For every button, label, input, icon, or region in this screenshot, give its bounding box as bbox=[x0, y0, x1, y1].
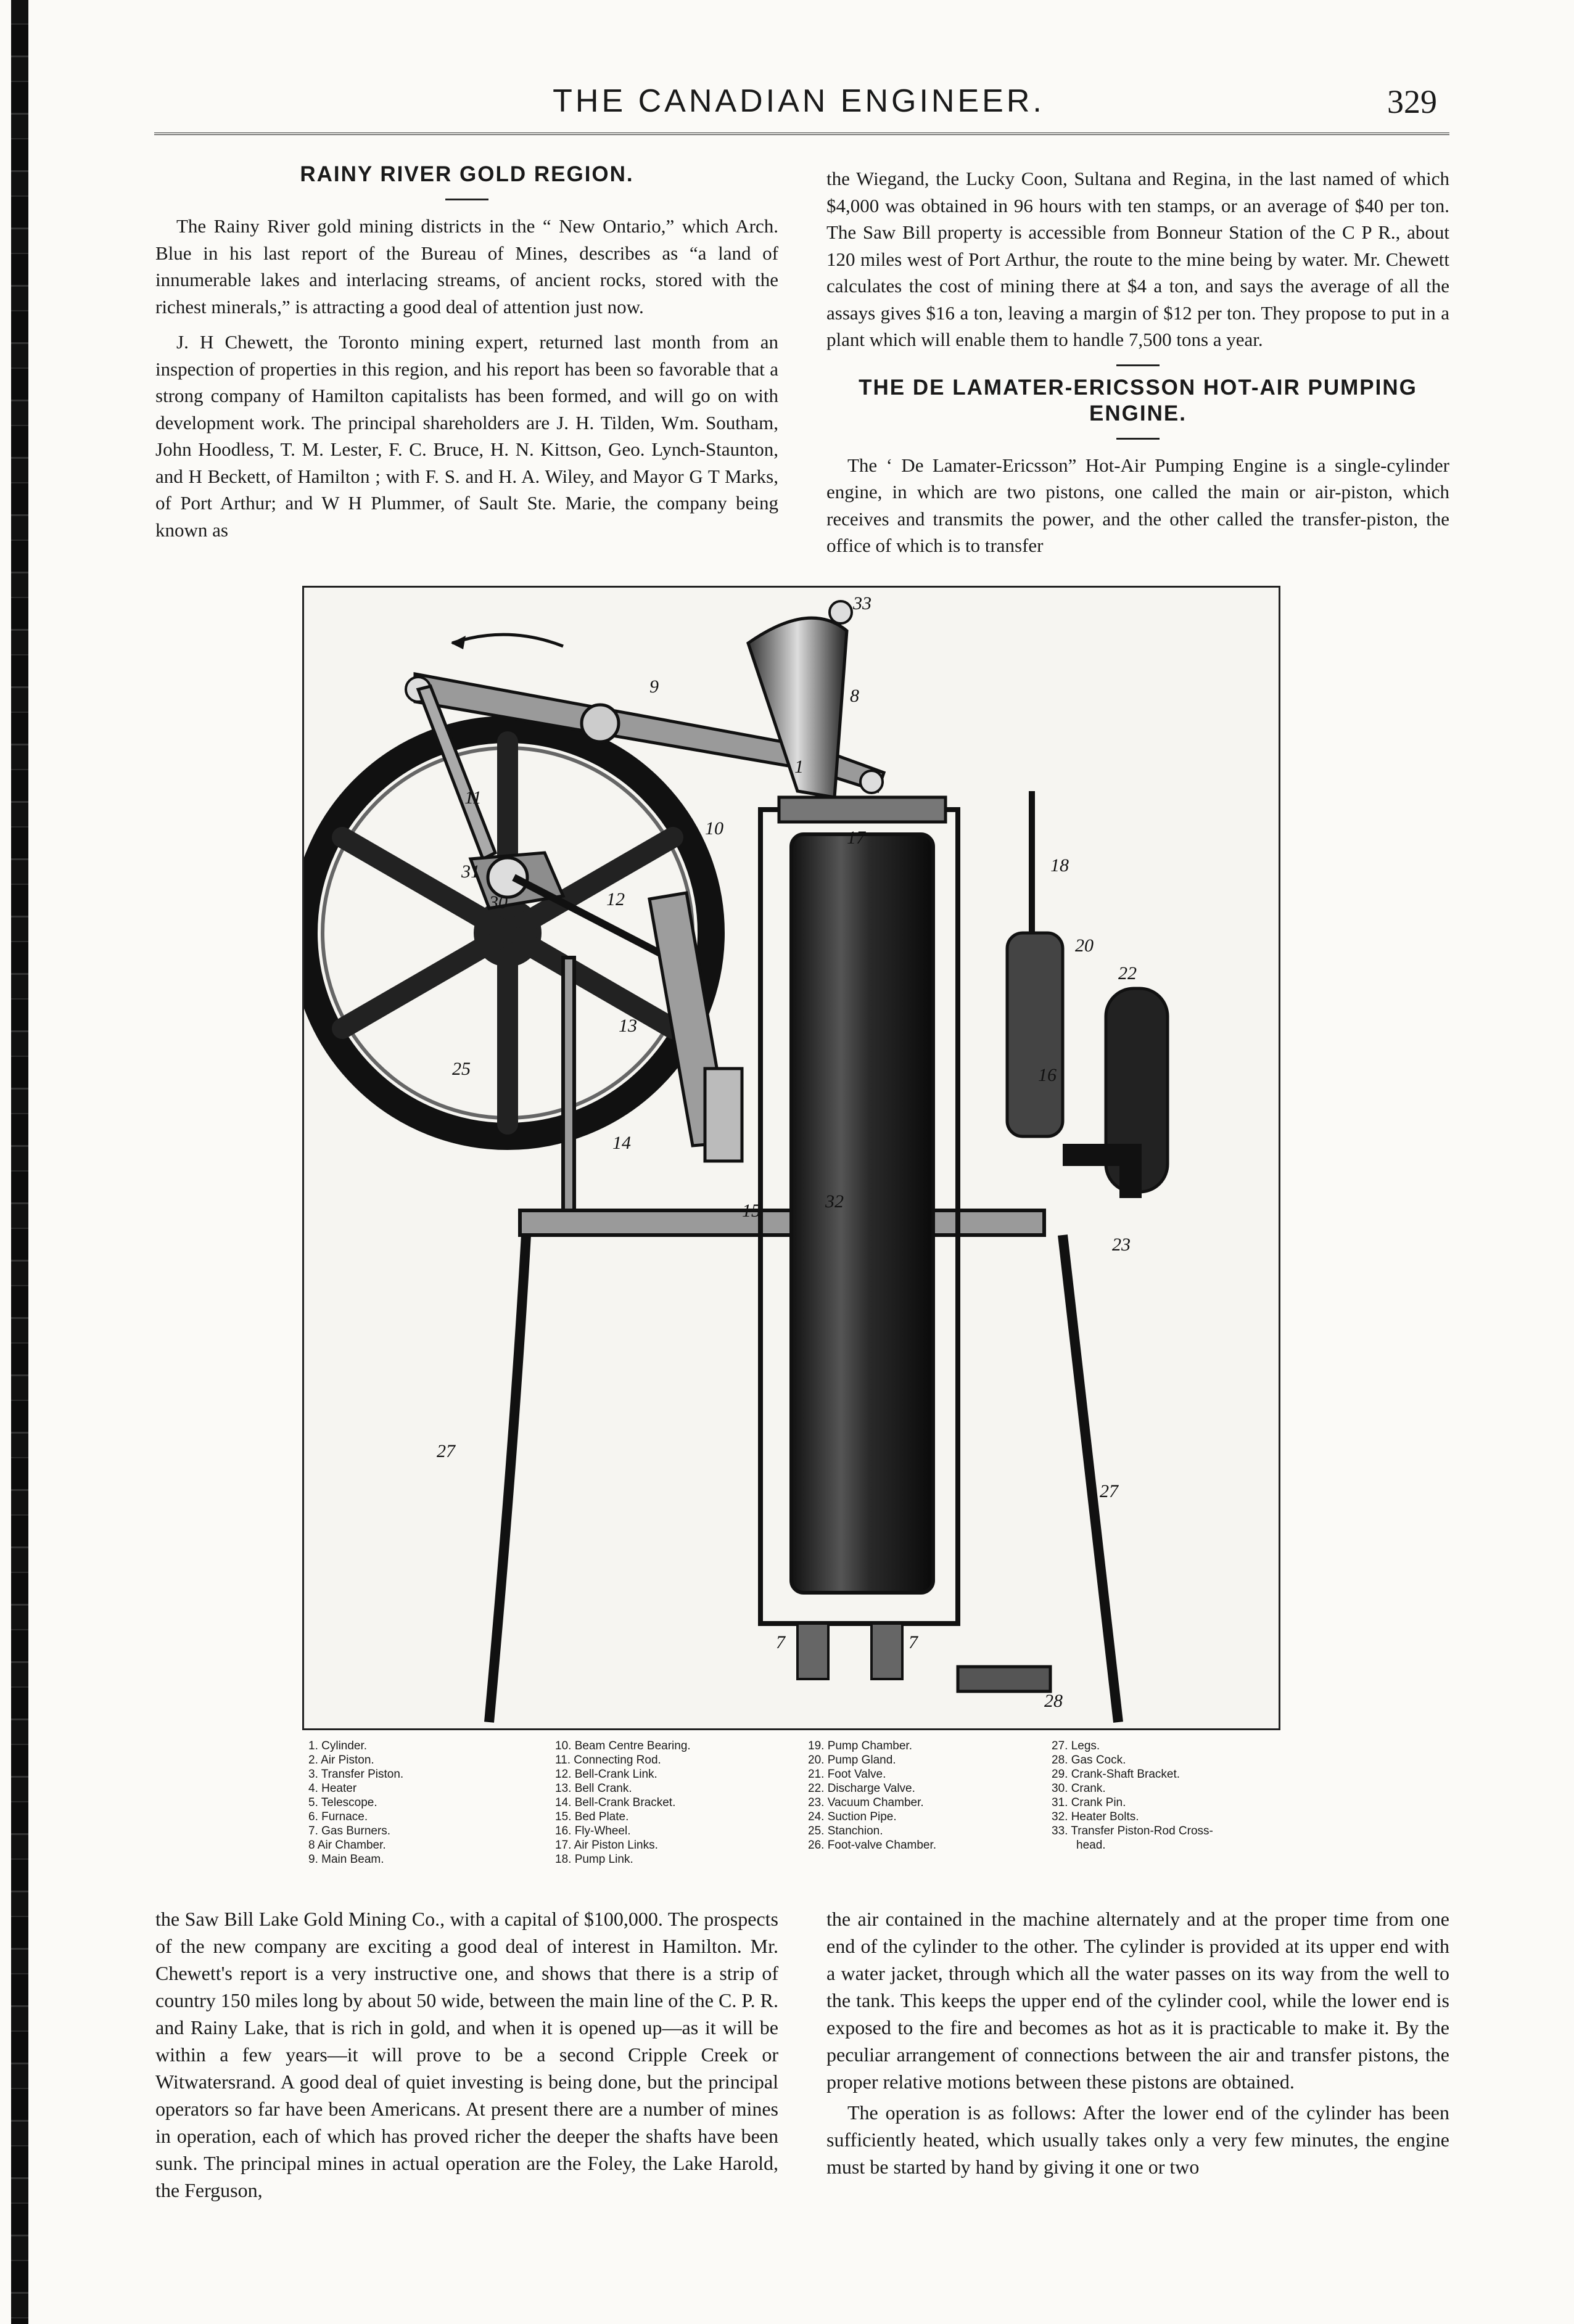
article-heading-hot-air-engine: THE DE LAMATER-ERICSSON HOT-AIR PUMPING ENGINE. bbox=[859, 375, 1417, 425]
legend-item: 22. Discharge Valve. bbox=[808, 1782, 915, 1795]
legend-item: 9. Main Beam. bbox=[308, 1853, 384, 1866]
figure-label: 16 bbox=[1038, 1065, 1057, 1085]
figure-label: 13 bbox=[619, 1016, 637, 1036]
figure-label: 32 bbox=[825, 1191, 844, 1212]
paragraph: the Wiegand, the Lucky Coon, Sultana and Regina, in the last named of which $4,000 was obtained in 96 hours with ten stamps, or an average of $40 per ton. The Saw Bill property is accessible from Bonneur Station of the C P R., about 120 miles west of Port Arthur, the route to the mine being by water. Mr. Chewett calculates the cost of mining there at $4 a ton, and says the average of all the assays gives $16 a ton, leaving a margin of $12 per ton. They propose to put in a plant which will enable them to handle 7,500 tons a year. bbox=[826, 168, 1449, 350]
figure-label: 7 bbox=[909, 1632, 918, 1653]
engine-diagram bbox=[304, 588, 1279, 1728]
figure-label: 31 bbox=[461, 861, 480, 882]
journal-title: THE CANADIAN ENGINEER. bbox=[553, 83, 1045, 119]
header-rule bbox=[154, 133, 1449, 135]
legend-item: 1. Cylinder. bbox=[308, 1739, 368, 1752]
heading-rule bbox=[445, 199, 488, 200]
figure-label: 25 bbox=[452, 1059, 471, 1079]
legend-column-1 bbox=[308, 1739, 403, 1866]
paragraph: The operation is as follows: After the lower end of the cylinder has been sufficiently heated, which usually takes only a very few minutes, the engine must be started by hand by giving it one or two bbox=[826, 2101, 1449, 2178]
legend-item: 10. Beam Centre Bearing. bbox=[555, 1739, 691, 1752]
legend-item: 6. Furnace. bbox=[308, 1810, 368, 1823]
left-column-bottom bbox=[155, 1905, 778, 2204]
legend-item: 21. Foot Valve. bbox=[808, 1768, 886, 1781]
left-column-top bbox=[155, 162, 778, 543]
legend-item: 17. Air Piston Links. bbox=[555, 1839, 658, 1852]
figure-label: 20 bbox=[1075, 935, 1094, 956]
legend-item: 29. Crank-Shaft Bracket. bbox=[1052, 1768, 1180, 1781]
legend-item: head. bbox=[1076, 1839, 1106, 1852]
legend-item: 20. Pump Gland. bbox=[808, 1754, 896, 1767]
figure-label: 9 bbox=[649, 676, 659, 697]
legend-item: 5. Telescope. bbox=[308, 1796, 377, 1809]
legend-item: 23. Vacuum Chamber. bbox=[808, 1796, 924, 1809]
legend-item: 31. Crank Pin. bbox=[1052, 1796, 1126, 1809]
legend-item: 4. Heater bbox=[308, 1782, 357, 1795]
figure-label: 27 bbox=[1100, 1481, 1118, 1501]
legend-item: 19. Pump Chamber. bbox=[808, 1739, 912, 1752]
section-rule bbox=[1116, 364, 1160, 366]
figure-label: 11 bbox=[464, 787, 482, 808]
figure-label: 8 bbox=[850, 686, 859, 706]
legend-item: 28. Gas Cock. bbox=[1052, 1754, 1126, 1767]
legend-item: 24. Suction Pipe. bbox=[808, 1810, 897, 1823]
legend-item: 27. Legs. bbox=[1052, 1739, 1100, 1752]
figure-label: 18 bbox=[1050, 855, 1069, 876]
engine-illustration bbox=[302, 586, 1280, 1730]
legend-column-2 bbox=[555, 1739, 691, 1866]
legend-item: 16. Fly-Wheel. bbox=[555, 1825, 631, 1837]
paragraph: The Rainy River gold mining districts in the “ New Ontario,” which Arch. Blue in his last report of the Bureau of Mines, describes as “a land of innumerable lakes and interlacing streams, of ancient rocks, stored with the richest minerals,” is attracting a good deal of attention just now. bbox=[155, 215, 778, 318]
legend-item: 12. Bell-Crank Link. bbox=[555, 1768, 657, 1781]
figure-label: 22 bbox=[1118, 963, 1137, 983]
figure-label: 7 bbox=[776, 1632, 785, 1653]
legend-item: 18. Pump Link. bbox=[555, 1853, 633, 1866]
figure-label: 12 bbox=[606, 889, 625, 909]
legend-item: 15. Bed Plate. bbox=[555, 1810, 629, 1823]
figure-label: 33 bbox=[853, 593, 871, 614]
legend-item: 7. Gas Burners. bbox=[308, 1825, 391, 1837]
legend-item: 33. Transfer Piston-Rod Cross- bbox=[1052, 1825, 1213, 1837]
paragraph: The ‘ De Lamater-Ericsson” Hot-Air Pumping Engine is a single-cylinder engine, in which are two pistons, one called the main or air-piston, which receives and transmits the power, and the other called the transfer-piston, the office of which is to transfer bbox=[826, 454, 1449, 556]
paragraph: the air contained in the machine alternately and at the proper time from one end of the cylinder to the other. The cylinder is provided at its upper end with a water jacket, through which all the water passes on its way from the well to the tank. This keeps the upper end of the cylinder cool, while the lower end is exposed to the fire and becomes as hot as it is practicable to make it. By the peculiar arrangement of connections between the air and transfer pistons, the proper relative motions between these pistons are obtained. bbox=[826, 1908, 1449, 2093]
legend-item: 3. Transfer Piston. bbox=[308, 1768, 404, 1781]
paragraph: the Saw Bill Lake Gold Mining Co., with a capital of $100,000. The prospects of the new company are exciting a good deal of interest in Hamilton. Mr. Chewett's report is a very instructive one, and shows that there is a strip of country 150 miles long by about 50 wide, between the main line of the C. P. R. and Rainy Lake, that is rich in gold, and when it is opened up—as it will be within a few years—it will prove to be a second Cripple Creek or Witwatersrand. A good deal of quiet investing is being done, but the principal operators so far have been Americans. At present there are a number of mines in operation, each of which has proved richer the deeper the shafts have been sunk. The principal mines in actual operation are the Foley, the Lake Harold, the Ferguson, bbox=[155, 1908, 778, 2201]
page-binding-edge bbox=[11, 0, 28, 2324]
article-heading-rainy-river: RAINY RIVER GOLD REGION. bbox=[300, 162, 634, 186]
legend-item: 11. Connecting Rod. bbox=[555, 1754, 661, 1767]
legend-item: 25. Stanchion. bbox=[808, 1825, 883, 1837]
legend-column-3 bbox=[808, 1739, 936, 1852]
legend-item: 2. Air Piston. bbox=[308, 1754, 374, 1767]
legend-column-4 bbox=[1052, 1739, 1213, 1852]
right-column-top bbox=[826, 165, 1449, 559]
heading-rule bbox=[1116, 438, 1160, 440]
figure-label: 14 bbox=[612, 1133, 631, 1153]
cylinder bbox=[760, 797, 958, 1679]
figure-label: 10 bbox=[705, 818, 723, 839]
figure-label: 15 bbox=[742, 1201, 760, 1221]
figure-label: 1 bbox=[794, 757, 804, 777]
legend-item: 14. Bell-Crank Bracket. bbox=[555, 1796, 676, 1809]
page-header bbox=[148, 80, 1449, 129]
legend-item: 26. Foot-valve Chamber. bbox=[808, 1839, 937, 1852]
figure-label: 23 bbox=[1112, 1234, 1131, 1255]
page-number: 329 bbox=[1387, 83, 1437, 120]
figure-label: 27 bbox=[437, 1441, 455, 1461]
legend-item: 32. Heater Bolts. bbox=[1052, 1810, 1139, 1823]
legend-item: 8 Air Chamber. bbox=[308, 1839, 386, 1852]
right-column-bottom bbox=[826, 1905, 1449, 2180]
legend-item: 30. Crank. bbox=[1052, 1782, 1106, 1795]
legend-item: 13. Bell Crank. bbox=[555, 1782, 632, 1795]
figure-label: 28 bbox=[1044, 1691, 1063, 1711]
paragraph: J. H Chewett, the Toronto mining expert, returned last month from an inspection of properties in this region, and his report has been so favorable that a strong company of Hamilton capitalists has been formed, and will go on with development work. The principal shareholders are J. H. Tilden, Wm. Southam, John Hoodless, T. M. Lester, F. C. Bruce, H. N. Kittson, Geo. Lynch-Staunton, and H Beckett, of Hamilton ; with F. S. and H. A. Wiley, and Mayor G T Marks, of Port Arthur; and W H Plummer, of Sault Ste. Marie, the company being known as bbox=[155, 331, 778, 541]
figure-label: 30 bbox=[489, 892, 508, 913]
figure-label: 17 bbox=[847, 827, 865, 848]
